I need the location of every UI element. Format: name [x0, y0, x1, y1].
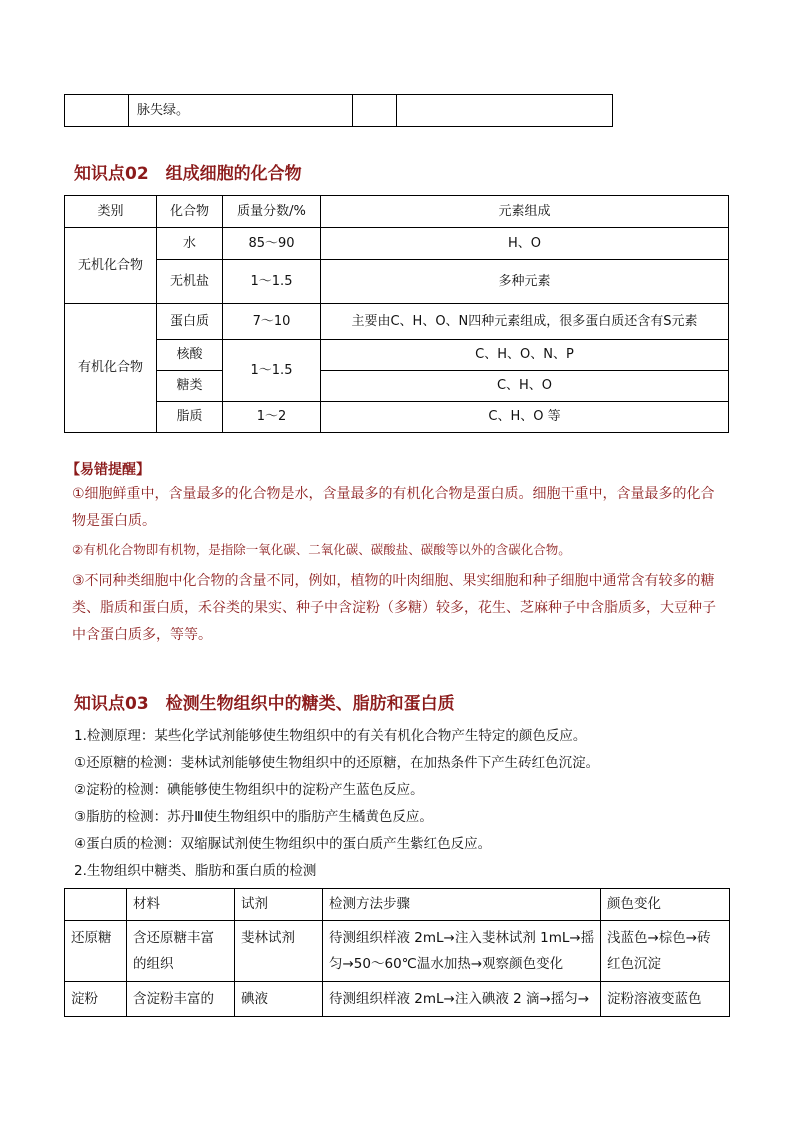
category-inorganic: 无机化合物: [65, 228, 157, 304]
fraction-cell: 1～1.5: [223, 340, 321, 402]
header-elements: 元素组成: [321, 196, 729, 228]
cell-empty: [353, 95, 397, 127]
color-line: 淀粉溶液变蓝色: [607, 991, 702, 1007]
compound-cell: 核酸: [157, 340, 223, 371]
steps-cell: [323, 982, 601, 1017]
compound-cell: 无机盐: [157, 260, 223, 304]
warning-point-1: [72, 481, 732, 535]
warning-point-3: [72, 568, 732, 649]
kp03-heading: 知识点03 检测生物组织中的糖类、脂肪和蛋白质: [74, 694, 455, 714]
material-cell: [127, 921, 235, 982]
steps-line: 待测组织样液 2mL→注入斐林试剂 1mL→摇: [329, 930, 595, 946]
elements-cell: 主要由C、H、O、N四种元素组成，很多蛋白质还含有S元素: [321, 304, 729, 340]
warning-line: ③不同种类细胞中化合物的含量不同，例如，植物的叶肉细胞、果实细胞和种子细胞中通常含有较多的糖: [72, 573, 715, 589]
kp02-heading: 知识点02 组成细胞的化合物: [74, 164, 302, 184]
compound-cell: 脂质: [157, 402, 223, 433]
starch-line: ②淀粉的检测：碘能够使生物组织中的淀粉产生蓝色反应。: [74, 782, 424, 798]
color-line: 浅蓝色→棕色→砖: [607, 930, 711, 946]
row-name: 还原糖: [65, 921, 127, 982]
warning-line: 物是蛋白质。: [72, 513, 156, 529]
color-line: 红色沉淀: [607, 956, 661, 972]
header-color: 颜色变化: [601, 889, 730, 921]
warning-line: 中含蛋白质多，等等。: [72, 627, 212, 643]
material-line: 含还原糖丰富: [133, 930, 214, 946]
category-organic: 有机化合物: [65, 304, 157, 433]
fraction-cell: 85～90: [223, 228, 321, 260]
color-cell: [601, 921, 730, 982]
cell-empty: [65, 95, 129, 127]
detection-subtitle: 2.生物组织中糖类、脂肪和蛋白质的检测: [74, 863, 317, 879]
cell-empty: [397, 95, 613, 127]
steps-line: 匀→50～60℃温水加热→观察颜色变化: [329, 956, 564, 972]
header-steps: 检测方法步骤: [323, 889, 601, 921]
material-cell: [127, 982, 235, 1017]
detection-table: [64, 888, 730, 1017]
row-name: 淀粉: [65, 982, 127, 1017]
elements-cell: 多种元素: [321, 260, 729, 304]
header-material: 材料: [127, 889, 235, 921]
header-category: 类别: [65, 196, 157, 228]
material-line: 含淀粉丰富的: [133, 991, 214, 1007]
elements-cell: C、H、O 等: [321, 402, 729, 433]
elements-cell: C、H、O、N、P: [321, 340, 729, 371]
warning-point-2: ②有机化合物即有机物，是指除一氧化碳、二氧化碳、碳酸盐、碳酸等以外的含碳化合物。: [72, 542, 571, 557]
fat-line: ③脂肪的检测：苏丹Ⅲ使生物组织中的脂肪产生橘黄色反应。: [74, 809, 433, 825]
steps-cell: [323, 921, 601, 982]
fraction-cell: 1～1.5: [223, 260, 321, 304]
header-compound: 化合物: [157, 196, 223, 228]
color-cell: [601, 982, 730, 1017]
cell-text: 脉失绿。: [129, 95, 353, 127]
reagent-cell: 碘液: [235, 982, 323, 1017]
fraction-cell: 7～10: [223, 304, 321, 340]
compound-table: [64, 195, 729, 433]
warning-line: 类、脂质和蛋白质，禾谷类的果实、种子中含淀粉（多糖）较多，花生、芝麻种子中含脂质多，大豆种子: [72, 600, 716, 616]
reducing-sugar-line: ①还原糖的检测：斐林试剂能够使生物组织中的还原糖，在加热条件下产生砖红色沉淀。: [74, 755, 600, 771]
elements-cell: H、O: [321, 228, 729, 260]
fraction-cell: 1～2: [223, 402, 321, 433]
material-line: 的组织: [133, 956, 174, 972]
previous-table-fragment: [64, 94, 613, 127]
compound-cell: 糖类: [157, 371, 223, 402]
reagent-cell: 斐林试剂: [235, 921, 323, 982]
steps-line: 待测组织样液 2mL→注入碘液 2 滴→摇匀→: [329, 991, 590, 1007]
compound-cell: 蛋白质: [157, 304, 223, 340]
principle-line: 1.检测原理：某些化学试剂能够使生物组织中的有关有机化合物产生特定的颜色反应。: [74, 728, 587, 744]
header-empty: [65, 889, 127, 921]
header-reagent: 试剂: [235, 889, 323, 921]
warning-line: ①细胞鲜重中，含量最多的化合物是水，含量最多的有机化合物是蛋白质。细胞干重中，含量最多的化合: [72, 486, 715, 502]
warning-title: 【易错提醒】: [66, 462, 150, 478]
elements-cell: C、H、O: [321, 371, 729, 402]
header-fraction: 质量分数/%: [223, 196, 321, 228]
protein-line: ④蛋白质的检测：双缩脲试剂使生物组织中的蛋白质产生紫红色反应。: [74, 836, 492, 852]
compound-cell: 水: [157, 228, 223, 260]
